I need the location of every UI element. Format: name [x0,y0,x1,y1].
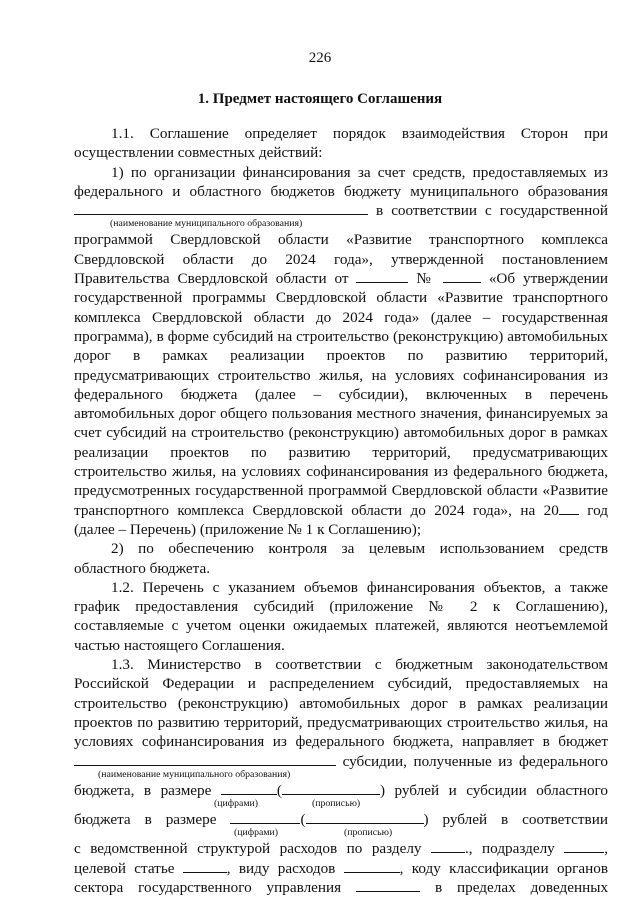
text-fragment: ) рублей в соответствии [423,811,608,829]
text-line: федерального и областного бюджетов бюджету муниципального образования [74,182,608,200]
blank-amount-digits [230,810,300,824]
blank-sector-code [356,878,420,892]
text-fragment: субсидии, полученные из федерального [342,752,608,770]
blank-date [356,269,408,283]
text-line [74,859,608,878]
text-line: областного бюджета. [74,559,211,577]
text-line: федерального бюджета (далее – субсидии), включенных в перечень [74,385,608,403]
blank-subsection [564,839,604,853]
text-fragment: № [416,270,435,288]
text-line: предусматривающих строительство жилья, на условиях софинансирования из [74,366,608,384]
text-line [74,501,608,520]
text-fragment: «Об утверждении [488,270,609,288]
section-title: 1. Предмет настоящего Соглашения [197,91,443,107]
text-fragment: год [587,501,608,519]
caption [74,827,608,838]
document-body [74,124,608,897]
text-fragment: целевой статье [74,859,175,877]
text-line [74,839,608,858]
caption-digits: (цифрами) [214,798,259,810]
text-line: частью настоящего Соглашения. [74,636,285,654]
blank-expense-type [344,859,400,873]
text-fragment: транспортного комплекса Свердловской области до 2024 года», на 20 [74,501,559,519]
text-fragment: ( [276,781,282,799]
caption [74,769,608,780]
text-fragment: ( [300,811,306,829]
blank-section [431,839,465,853]
text-fragment: , коду классификации органов [399,859,608,877]
text-line: 1.3. Министерство в соответствии с бюджетным законодательством [111,656,608,674]
text-line: составляемые с учетом оценки ожидаемых платежей, являются неотъемлемой [74,617,608,635]
text-line: государственной программы Свердловской области «Развитие транспортного [74,289,608,307]
text-fragment: бюджета в размере [74,811,217,829]
text-fragment: , виду расходов [226,859,336,877]
text-fragment: в пределах доведенных [434,878,609,896]
blank-amount-words [306,810,424,824]
caption [74,218,608,229]
text-line: 2) по обеспечению контроля за целевым использованием средств [111,540,608,558]
blank-amount-digits [221,781,277,795]
text-line: график предоставления субсидий (приложение № 2 к Соглашению), [74,598,608,616]
text-line: реализации проектов по развитию территорий, предусматривающих [74,443,608,461]
text-line: 1) по организации финансирования за счет средств, предоставляемых из [111,163,608,181]
text-line [74,269,608,288]
blank-target-article [183,859,227,873]
caption-municipality: (наименование муниципального образования) [110,218,303,230]
blank-municipality [74,201,368,215]
caption-digits: (цифрами) [234,827,279,839]
blank-amount-words [282,781,380,795]
text-line: счет субсидий на строительство (реконструкцию) автомобильных дорог в рамках [74,424,608,442]
text-line: дорог в рамках реализации проектов по развитию территорий, [74,347,608,365]
text-fragment: с ведомственной структурой расходов по разделу [74,840,422,858]
text-fragment: Правительства Свердловской области от [74,270,349,288]
text-line: комплекса Свердловской области до 2024 года» (далее – государственная [74,308,608,326]
text-line: предусмотренных государственной программой Свердловской области «Развитие [74,482,608,500]
caption-words: (прописью) [312,798,361,810]
text-line: (далее – Перечень) (приложение № 1 к Соглашению); [74,520,422,538]
blank-number [443,269,481,283]
text-line: программой Свердловской области «Развитие транспортного комплекса [74,231,608,249]
text-fragment: в соответствии с государственной [376,202,609,220]
caption-words: (прописью) [344,827,393,839]
text-line: Российской Федерации и распределением субсидий, предоставляемых на [74,675,608,693]
text-fragment: , [604,840,609,858]
caption-municipality: (наименование муниципального образования) [98,768,291,780]
text-line [74,878,608,897]
page-number: 226 [308,50,332,66]
text-fragment: сектора государственного управления [74,878,342,896]
text-fragment: ., подразделу [464,840,555,858]
text-line: осуществлении совместных действий: [74,144,323,162]
text-line: строительство жилья, на условиях софинансирования из федерального бюджета, [74,463,608,481]
blank-year [559,501,579,515]
text-line: строительство (реконструкцию) автомобильных дорог в рамках реализации [74,694,608,712]
text-line: условиях софинансирования из федерального бюджета, направляет в бюджет [74,733,608,751]
blank-municipality [74,752,336,766]
text-line: 1.2. Перечень с указанием объемов финансирования объектов, а также [111,578,608,596]
text-line: автомобильных дорог общего пользования местного значения, финансируемых за [74,405,608,423]
text-line: программа), в форме субсидий на строительство (реконструкцию) автомобильных [74,327,608,345]
text-fragment: ) рублей и субсидии областного [379,781,609,799]
text-line: проектов по развитию территорий, предусматривающих строительство жилья, на [74,713,608,731]
caption [74,798,608,809]
text-line: 1.1. Соглашение определяет порядок взаимодействия Сторон при [111,125,608,142]
text-line: Свердловской области до 2024 года», утвержденной постановлением [74,250,608,268]
text-fragment: бюджета, в размере [74,781,212,799]
